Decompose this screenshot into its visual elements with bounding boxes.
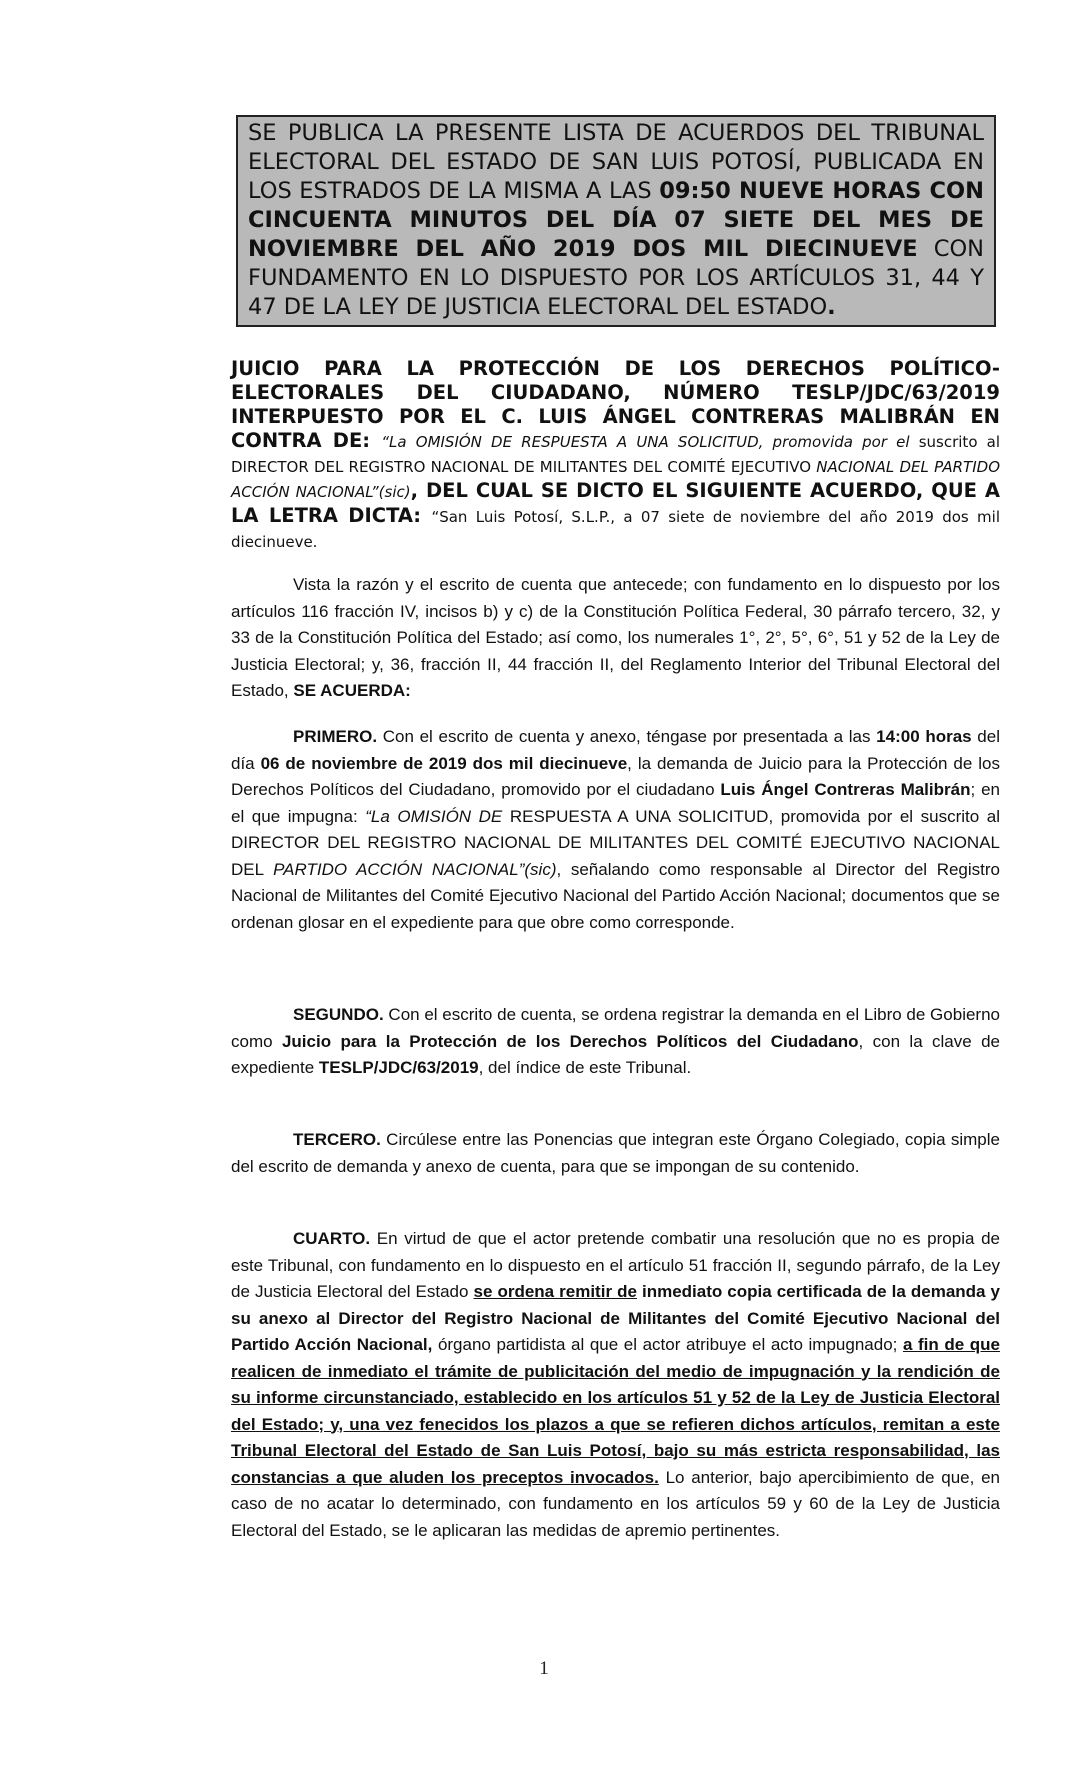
case-quote-italic-1: “La OMISIÓN DE RESPUESTA A UNA SOLICITUD, promovida por el: [381, 433, 919, 451]
segundo-case-type: Juicio para la Protección de los Derechos Políticos del Ciudadano: [281, 1031, 859, 1051]
primero-quote-italic-2: PARTIDO ACCIÓN NACIONAL”(sic): [273, 859, 557, 879]
cuarto-text-1: En virtud de que el actor pretende combatir una resolución que no es propia de este Tribunal, con fundamento en lo dispuesto en el artículo 51 fracción II, segundo párrafo, de la Ley de Justicia Electoral del Estado: [231, 1229, 1000, 1301]
case-caption-tail: , DEL CUAL SE DICTO EL SIGUIENTE ACUERDO, QUE A LA LETRA DICTA:: [231, 479, 1001, 527]
cuarto-label: CUARTO.: [293, 1229, 371, 1248]
agreement-date: “San Luis Potosí, S.L.P., a 07 siete de noviembre del año 2019 dos mil diecinueve.: [231, 508, 1000, 551]
cuarto-order-underlined: se ordena remitir de: [473, 1282, 637, 1301]
tercero-label: TERCERO.: [293, 1130, 381, 1149]
primero-text-6: , señalando como responsable al Director del Registro Nacional de Militantes del Comité Ejecutivo Nacional del Partido Acción Nacional; documentos que se ordenan glosar en el expediente para que obre como corresponde.: [231, 859, 1000, 932]
intro-paragraph: [231, 572, 1000, 705]
primero-text-1: Con el escrito de cuenta y anexo, téngase por presentada a las: [377, 727, 877, 746]
primero-date: 06 de noviembre de 2019 dos mil diecinueve: [260, 753, 628, 773]
primero-label: PRIMERO.: [293, 727, 378, 746]
primero-text-4: ; en el que impugna:: [231, 780, 1000, 826]
publication-notice-box: [236, 115, 996, 327]
primero-quote-italic-1: “La OMISIÓN DE: [365, 806, 503, 826]
cuarto-paragraph: [231, 1226, 1000, 1544]
cuarto-order-bold: inmediato copia certificada de la demanda y su anexo al Director del Registro Nacional de Militantes del Comité Ejecutivo Nacional del Partido Acción Nacional,: [231, 1282, 1000, 1354]
se-acuerda: SE ACUERDA:: [293, 681, 411, 700]
cuarto-instructions-underlined: a fin de que realicen de inmediato el trámite de publicitación del medio de impugnación y la rendición de su informe circunstanciado, establecido en los artículos 51 y 52 de la Ley de Justicia Electoral del Estado; y, una vez fenecidos los plazos a que se refieren dichos artículos, remitan a este Tribunal Electoral del Estado de San Luis Potosí, bajo su más estricta responsabilidad, las constancias a que aluden los preceptos invocados.: [231, 1335, 1000, 1487]
tercero-paragraph: [231, 1127, 1000, 1180]
notice-bold-datetime: 09:50 NUEVE HORAS CON CINCUENTA MINUTOS DEL DÍA 07 SIETE DEL MES DE NOVIEMBRE DEL AÑO 2019 DOS MIL DIECINUEVE: [248, 178, 984, 262]
primero-citizen-name: Luis Ángel Contreras Malibrán: [720, 780, 971, 799]
notice-text: SE PUBLICA LA PRESENTE LISTA DE ACUERDOS DEL TRIBUNAL ELECTORAL DEL ESTADO DE SAN LUIS POTOSÍ, PUBLICADA EN LOS ESTRADOS DE LA MISMA A LAS: [248, 120, 984, 204]
cuarto-text-2: órgano partidista al que el actor atribuye el acto impugnado;: [432, 1335, 903, 1354]
segundo-text-3: , del índice de este Tribunal.: [478, 1058, 692, 1077]
case-quote-plain: suscrito al DIRECTOR DEL REGISTRO NACIONAL DE MILITANTES DEL COMITÉ EJECUTIVO: [231, 433, 1001, 476]
case-caption: [231, 357, 1000, 554]
primero-paragraph: [231, 724, 1000, 936]
primero-text-5: RESPUESTA A UNA SOLICITUD, promovida por el suscrito al DIRECTOR DEL REGISTRO NACIONAL DE MILITANTES DEL COMITÉ EJECUTIVO NACIONAL DEL: [231, 806, 1001, 879]
primero-text-2: del día: [231, 727, 1000, 773]
page-number: 1: [539, 1658, 549, 1679]
cuarto-text-3: Lo anterior, bajo apercibimiento de que, en caso de no acatar lo determinado, con fundamento en los artículos 59 y 60 de la Ley de Justicia Electoral del Estado, se le aplicaran las medidas de apremio pertinentes.: [231, 1467, 1000, 1540]
intro-text: Vista la razón y el escrito de cuenta que antecede; con fundamento en lo dispuesto por los artículos 116 fracción IV, incisos b) y c) de la Constitución Política Federal, 30 párrafo tercero, 32, y 33 de la Constitución Política del Estado; así como, los numerales 1°, 2°, 5°, 6°, 51 y 52 de la Ley de Justicia Electoral; y, 36, fracción II, 44 fracción II, del Reglamento Interior del Tribunal Electoral del Estado,: [231, 575, 1000, 700]
case-heading: JUICIO PARA LA PROTECCIÓN DE LOS DERECHOS POLÍTICO-ELECTORALES DEL CIUDADANO, NÚMERO TESLP/JDC/63/2019 INTERPUESTO POR EL C. LUIS ÁNGEL CONTRERAS MALIBRÁN EN CONTRA DE:: [231, 357, 1000, 452]
primero-time: 14:00 horas: [876, 727, 972, 746]
notice-legal-basis: CON FUNDAMENTO EN LO DISPUESTO POR LOS ARTÍCULOS 31, 44 Y 47 DE LA LEY DE JUSTICIA ELECTORAL DEL ESTADO: [248, 236, 984, 320]
segundo-label: SEGUNDO.: [293, 1005, 384, 1024]
segundo-text-1: Con el escrito de cuenta, se ordena registrar la demanda en el Libro de Gobierno como: [231, 1005, 1000, 1051]
notice-period: .: [827, 294, 836, 320]
tercero-text-1: Circúlese entre las Ponencias que integran este Órgano Colegiado, copia simple del escrito de demanda y anexo de cuenta, para que se impongan de su contenido.: [231, 1130, 1000, 1176]
primero-text-3: , la demanda de Juicio para la Protección de los Derechos Políticos del Ciudadano, promovido por el ciudadano: [231, 753, 1000, 799]
segundo-text-2: , con la clave de expediente: [231, 1031, 1000, 1077]
case-quote-italic-2: NACIONAL DEL PARTIDO ACCIÓN NACIONAL”(sic): [231, 458, 1001, 501]
segundo-case-number: TESLP/JDC/63/2019: [318, 1058, 479, 1077]
segundo-paragraph: [231, 1002, 1000, 1082]
